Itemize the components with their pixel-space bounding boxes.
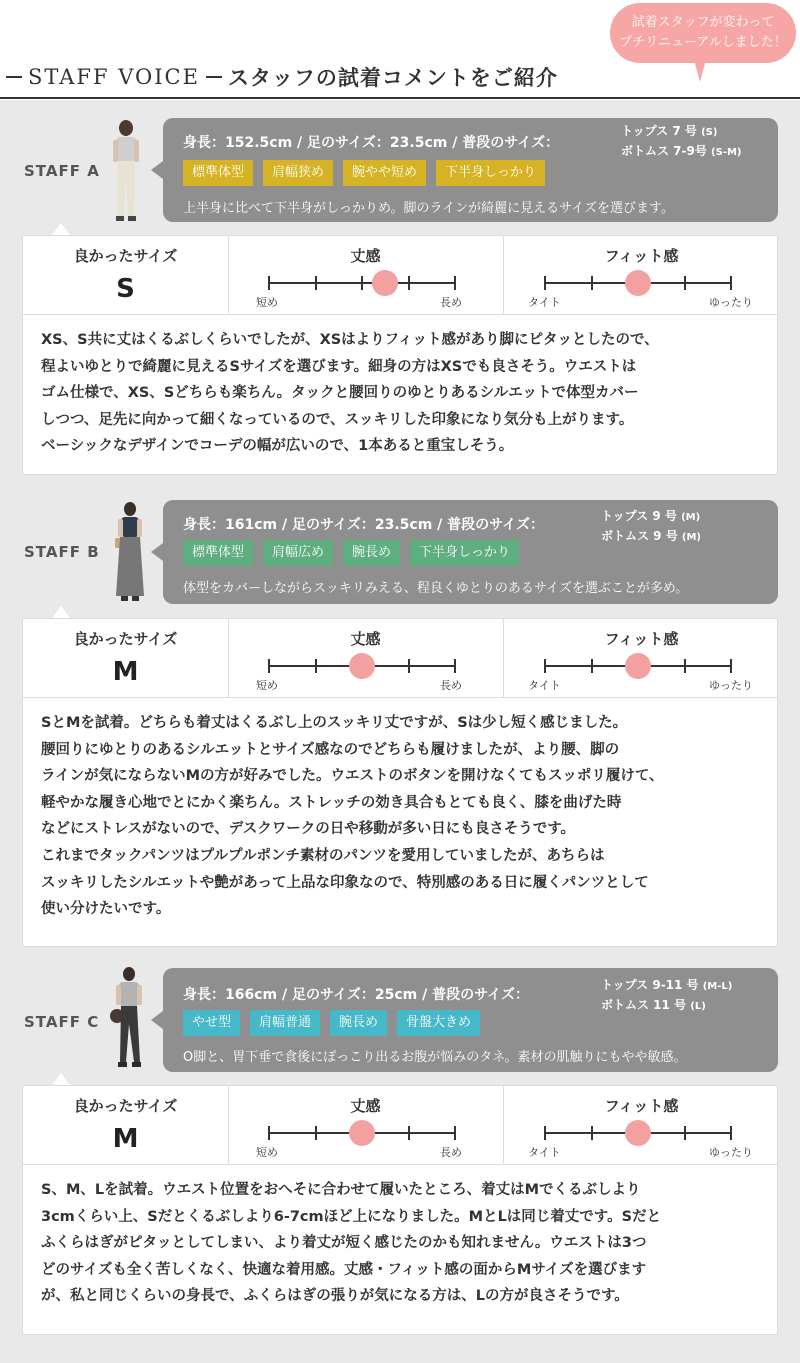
comment-line: などにストレスがないので、デスクワークの日や移動が多い日にも良さそうです。 [41, 821, 576, 838]
length-left-label: 短め [256, 296, 278, 309]
body-stats: 身長：152.5cm / 足のサイズ：23.5cm / 普段のサイズ： [183, 135, 560, 151]
title-dash-left [6, 76, 22, 78]
scale-tick [544, 659, 546, 673]
tops-size: トップス 9 号 [601, 509, 677, 523]
info-card-pointer [151, 543, 163, 561]
length-right-label: 長め [440, 296, 462, 309]
staff-label: STAFF C [24, 1013, 100, 1031]
comment-line: ふくらはぎがピタッとしてしまい、より着丈が短く感じたのかも知れません。ウエストは3つ [41, 1235, 647, 1252]
size-rating-row [22, 1085, 778, 1165]
scale-marker [625, 653, 651, 679]
rating-notch [52, 1073, 70, 1085]
scale-tick [591, 276, 593, 290]
body-stats: 身長：166cm / 足のサイズ：25cm / 普段のサイズ： [183, 987, 529, 1003]
good-size-value: M [112, 1124, 139, 1154]
scale-tick [268, 659, 270, 673]
tops-size-note: (S) [701, 127, 718, 138]
body-tag: 下半身しっかり [410, 540, 519, 566]
usual-sizes [601, 976, 732, 1016]
comment-line: ベーシックなデザインでコーデの幅が広いので、1本あると重宝しそう。 [41, 438, 514, 455]
fit-title: フィット感 [604, 630, 679, 648]
scale-tick [591, 659, 593, 673]
scale-tick [315, 659, 317, 673]
title-ja: スタッフの試着コメントをご紹介 [227, 66, 558, 90]
body-tag: 肩幅広め [263, 540, 333, 566]
scale-tick [544, 1126, 546, 1140]
bottoms-size-note: (L) [690, 1001, 706, 1012]
fit-right-label: ゆったり [709, 296, 753, 309]
size-rating-row [22, 618, 778, 698]
fit-scale [503, 236, 779, 314]
bubble-line: プチリニューアルしました！ [619, 35, 787, 50]
length-right-label: 長め [440, 679, 462, 692]
header-divider [0, 97, 800, 99]
scale-tick [454, 276, 456, 290]
fit-right-label: ゆったり [709, 679, 753, 692]
good-size-value: S [116, 274, 135, 304]
length-title: 丈感 [350, 630, 381, 648]
tops-size-note: (M-L) [702, 981, 733, 992]
comment-line: 程よいゆとりで綺麗に見えるSサイズを選びます。細身の方はXSでも良さそう。ウエストは [41, 358, 637, 375]
tops-size-note: (M) [681, 512, 701, 523]
comment-line: しつつ、足先に向かって細くなっているので、スッキリした印象になり気分も上がります。 [41, 411, 634, 428]
good-size-cell [23, 236, 229, 314]
comment-line: ラインが気にならないMの方が好みでした。ウエストのボタンを開けなくてもスッポリ履けて、 [41, 768, 664, 785]
staff-comment [22, 315, 778, 475]
bottoms-size-note: (S-M) [711, 147, 742, 158]
scale-tick [454, 1126, 456, 1140]
fit-left-label: タイト [528, 679, 561, 692]
scale-tick [591, 1126, 593, 1140]
size-rating-row [22, 235, 778, 315]
scale-marker [349, 1120, 375, 1146]
bottoms-size: ボトムス 9 号 [601, 529, 678, 543]
scale-marker [625, 270, 651, 296]
scale-tick [268, 276, 270, 290]
fit-left-label: タイト [528, 1146, 561, 1159]
good-size-cell [23, 1086, 229, 1164]
good-size-label: 良かったサイズ [73, 630, 178, 648]
comment-line: 3cmくらい上、Sだとくるぶしより6-7cmほど上になりました。MとLは同じ着丈です。Sだと [41, 1208, 662, 1225]
scale-tick [544, 276, 546, 290]
comment-line: どのサイズも全く苦しくなく、快適な着用感。丈感・フィット感の面からMサイズを選びます [41, 1261, 647, 1278]
title-en: STAFF VOICE [28, 65, 200, 89]
body-description: 上半身に比べて下半身がしっかりめ。脚のラインが綺麗に見えるサイズを選びます。 [183, 201, 675, 216]
scale-tick [730, 1126, 732, 1140]
scale-tick [408, 276, 410, 290]
rating-notch [52, 606, 70, 618]
body-tag: やせ型 [183, 1010, 240, 1036]
body-description: 体型をカバーしながらスッキリみえる、程良くゆとりのあるサイズを選ぶことが多め。 [183, 581, 689, 596]
length-title: 丈感 [350, 247, 381, 265]
body-tag: 肩幅狭め [263, 160, 333, 186]
good-size-cell [23, 619, 229, 697]
scale-tick [730, 659, 732, 673]
scale-tick [408, 1126, 410, 1140]
staff-label: STAFF A [24, 162, 100, 180]
body-tag: 腕長め [343, 540, 400, 566]
fit-right-label: ゆったり [709, 1146, 753, 1159]
body-tag: 標準体型 [183, 540, 253, 566]
body-tag: 下半身しっかり [436, 160, 545, 186]
scale-tick [684, 1126, 686, 1140]
body-type-tags [183, 160, 545, 186]
good-size-label: 良かったサイズ [73, 247, 178, 265]
scale-marker [625, 1120, 651, 1146]
scale-marker [349, 653, 375, 679]
staff-a-photo-icon [106, 118, 146, 226]
scale-tick [684, 276, 686, 290]
comment-line: XS、S共に丈はくるぶしくらいでしたが、XSはよりフィット感があり脚にピタッとしたので、 [41, 332, 659, 348]
staff-info-card [163, 500, 778, 604]
body-tag: 肩幅普通 [250, 1010, 320, 1036]
scale-marker [372, 270, 398, 296]
scale-tick [315, 1126, 317, 1140]
length-left-label: 短め [256, 1146, 278, 1159]
page-title [0, 62, 558, 92]
fit-title: フィット感 [604, 1097, 679, 1115]
body-stats: 身長：161cm / 足のサイズ：23.5cm / 普段のサイズ： [183, 517, 545, 533]
bottoms-size: ボトムス 11 号 [601, 998, 687, 1012]
fit-scale [503, 619, 779, 697]
tops-size: トップス 7 号 [621, 124, 697, 138]
body-tag: 骨盤大きめ [397, 1010, 480, 1036]
fit-title: フィット感 [604, 247, 679, 265]
staff-c-photo-icon [104, 964, 154, 1074]
body-type-tags [183, 540, 519, 566]
speech-bubble [610, 3, 796, 63]
rating-notch [52, 223, 70, 235]
length-scale [228, 1086, 503, 1164]
header [0, 0, 800, 100]
length-scale [228, 619, 503, 697]
staff-b-photo-icon [110, 500, 150, 604]
length-right-label: 長め [440, 1146, 462, 1159]
fit-left-label: タイト [528, 296, 561, 309]
usual-sizes [621, 122, 742, 162]
comment-line: これまでタックパンツはプルプルポンチ素材のパンツを愛用していましたが、あちらは [41, 847, 605, 864]
comment-line: ゴム仕様で、XS、Sどちらも楽ちん。タックと腰回りのゆとりあるシルエットで体型カバー [41, 385, 639, 402]
bottoms-size: ボトムス 7-9号 [621, 144, 707, 158]
comment-line: SとMを試着。どちらも着丈はくるぶし上のスッキリ丈ですが、Sは少し短く感じました。 [41, 715, 628, 731]
comment-line: 腰回りにゆとりのあるシルエットとサイズ感なのでどちらも履けましたが、より腰、脚の [41, 741, 620, 758]
body-tag: 腕長め [330, 1010, 387, 1036]
usual-sizes [601, 507, 701, 547]
good-size-label: 良かったサイズ [73, 1097, 178, 1115]
body-tag: 標準体型 [183, 160, 253, 186]
scale-tick [454, 659, 456, 673]
staff-comment [22, 1165, 778, 1335]
staff-label: STAFF B [24, 543, 100, 561]
comment-line: が、私と同じくらいの身長で、ふくらはぎの張りが気になる方は、Lの方が良さそうです。 [41, 1288, 629, 1305]
comment-line: 使い分けたいです。 [41, 901, 171, 918]
info-card-pointer [151, 1011, 163, 1029]
fit-scale [503, 1086, 779, 1164]
staff-comment [22, 698, 778, 947]
scale-tick [408, 659, 410, 673]
good-size-value: M [112, 657, 139, 687]
comment-line: 軽やかな履き心地でとにかく楽ちん。ストレッチの効き具合もとても良く、膝を曲げた時 [41, 794, 622, 811]
body-description: O脚と、胃下垂で食後にぽっこり出るお腹が悩みのタネ。素材の肌触りにもやや敏感。 [183, 1050, 687, 1065]
comment-line: S、M、Lを試着。ウエスト位置をおへそに合わせて履いたところ、着丈はMでくるぶしより [41, 1182, 641, 1198]
bubble-line: 試着スタッフが変わって [631, 15, 775, 30]
body-type-tags [183, 1010, 480, 1036]
scale-tick [684, 659, 686, 673]
length-scale [228, 236, 503, 314]
body-tag: 腕やや短め [343, 160, 426, 186]
length-title: 丈感 [350, 1097, 381, 1115]
staff-info-card [163, 118, 778, 222]
length-left-label: 短め [256, 679, 278, 692]
comment-line: スッキリしたシルエットや艶があって上品な印象なので、特別感のある日に履くパンツとして [41, 874, 649, 891]
info-card-pointer [151, 161, 163, 179]
scale-tick [315, 276, 317, 290]
title-dash-right [206, 76, 222, 78]
scale-tick [730, 276, 732, 290]
staff-info-card [163, 968, 778, 1072]
scale-tick [268, 1126, 270, 1140]
scale-tick [361, 276, 363, 290]
tops-size: トップス 9-11 号 [601, 978, 699, 992]
bottoms-size-note: (M) [681, 532, 701, 543]
